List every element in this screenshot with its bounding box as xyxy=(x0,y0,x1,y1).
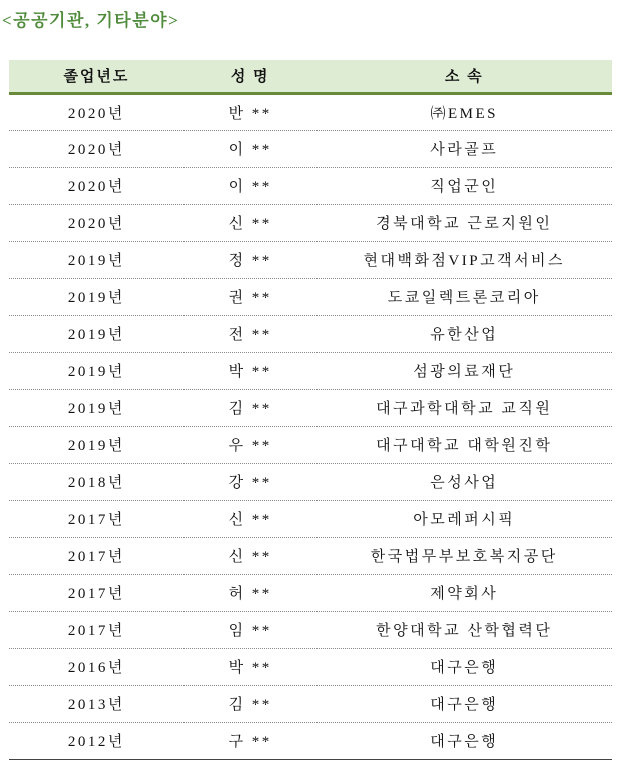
year-cell: 2020년 xyxy=(9,130,184,167)
page xyxy=(0,6,620,760)
name-cell: 정 ** xyxy=(184,241,317,278)
year-cell: 2012년 xyxy=(9,722,184,759)
affiliation-cell: 대구은행 xyxy=(317,685,612,722)
affiliation-cell: 현대백화점VIP고객서비스 xyxy=(317,241,612,278)
table-row xyxy=(9,500,612,537)
table-row xyxy=(9,648,612,685)
year-cell: 2017년 xyxy=(9,500,184,537)
year-cell: 2020년 xyxy=(9,93,184,130)
affiliation-cell: 섬광의료재단 xyxy=(317,352,612,389)
name-cell: 강 ** xyxy=(184,463,317,500)
name-cell: 박 ** xyxy=(184,352,317,389)
year-cell: 2017년 xyxy=(9,537,184,574)
name-cell: 김 ** xyxy=(184,389,317,426)
table-row xyxy=(9,130,612,167)
name-cell: 전 ** xyxy=(184,315,317,352)
table-row xyxy=(9,463,612,500)
affiliation-cell: 한국법무부보호복지공단 xyxy=(317,537,612,574)
year-cell: 2013년 xyxy=(9,685,184,722)
table-row xyxy=(9,574,612,611)
affiliation-cell: 아모레퍼시픽 xyxy=(317,500,612,537)
year-cell: 2019년 xyxy=(9,241,184,278)
table-header xyxy=(9,60,612,93)
name-cell: 이 ** xyxy=(184,130,317,167)
year-cell: 2019년 xyxy=(9,278,184,315)
name-cell: 임 ** xyxy=(184,611,317,648)
table-row xyxy=(9,722,612,759)
year-cell: 2019년 xyxy=(9,389,184,426)
affiliation-cell: 대구대학교 대학원진학 xyxy=(317,426,612,463)
name-cell: 신 ** xyxy=(184,500,317,537)
table-body xyxy=(9,93,612,759)
table-row xyxy=(9,241,612,278)
name-cell: 구 ** xyxy=(184,722,317,759)
affiliation-cell: ㈜EMES xyxy=(317,93,612,130)
year-cell: 2020년 xyxy=(9,204,184,241)
affiliation-cell: 경북대학교 근로지원인 xyxy=(317,204,612,241)
table-row xyxy=(9,685,612,722)
table-row xyxy=(9,426,612,463)
name-cell: 신 ** xyxy=(184,537,317,574)
affiliation-cell: 은성사업 xyxy=(317,463,612,500)
affiliation-cell: 한양대학교 산학협력단 xyxy=(317,611,612,648)
name-cell: 허 ** xyxy=(184,574,317,611)
table-row xyxy=(9,389,612,426)
year-cell: 2019년 xyxy=(9,315,184,352)
table-header-row xyxy=(9,60,612,93)
affiliation-cell: 유한산업 xyxy=(317,315,612,352)
name-cell: 권 ** xyxy=(184,278,317,315)
affiliation-cell: 제약회사 xyxy=(317,574,612,611)
table-row xyxy=(9,537,612,574)
table-row xyxy=(9,352,612,389)
table-row xyxy=(9,204,612,241)
name-cell: 박 ** xyxy=(184,648,317,685)
header-name: 성 명 xyxy=(184,60,317,93)
affiliation-cell: 대구은행 xyxy=(317,648,612,685)
year-cell: 2019년 xyxy=(9,426,184,463)
year-cell: 2017년 xyxy=(9,574,184,611)
graduates-table xyxy=(9,60,612,760)
name-cell: 신 ** xyxy=(184,204,317,241)
name-cell: 이 ** xyxy=(184,167,317,204)
name-cell: 우 ** xyxy=(184,426,317,463)
table-row xyxy=(9,315,612,352)
year-cell: 2017년 xyxy=(9,611,184,648)
table-row xyxy=(9,278,612,315)
affiliation-cell: 대구은행 xyxy=(317,722,612,759)
header-graduation-year: 졸업년도 xyxy=(9,60,184,93)
year-cell: 2019년 xyxy=(9,352,184,389)
name-cell: 김 ** xyxy=(184,685,317,722)
year-cell: 2020년 xyxy=(9,167,184,204)
page-title: <공공기관, 기타분야> xyxy=(2,11,180,30)
affiliation-cell: 도쿄일렉트론코리아 xyxy=(317,278,612,315)
year-cell: 2018년 xyxy=(9,463,184,500)
affiliation-cell: 사라골프 xyxy=(317,130,612,167)
table-row xyxy=(9,611,612,648)
name-cell: 반 ** xyxy=(184,93,317,130)
table-row xyxy=(9,167,612,204)
table-row xyxy=(9,93,612,130)
year-cell: 2016년 xyxy=(9,648,184,685)
affiliation-cell: 대구과학대학교 교직원 xyxy=(317,389,612,426)
affiliation-cell: 직업군인 xyxy=(317,167,612,204)
header-affiliation: 소 속 xyxy=(317,60,612,93)
